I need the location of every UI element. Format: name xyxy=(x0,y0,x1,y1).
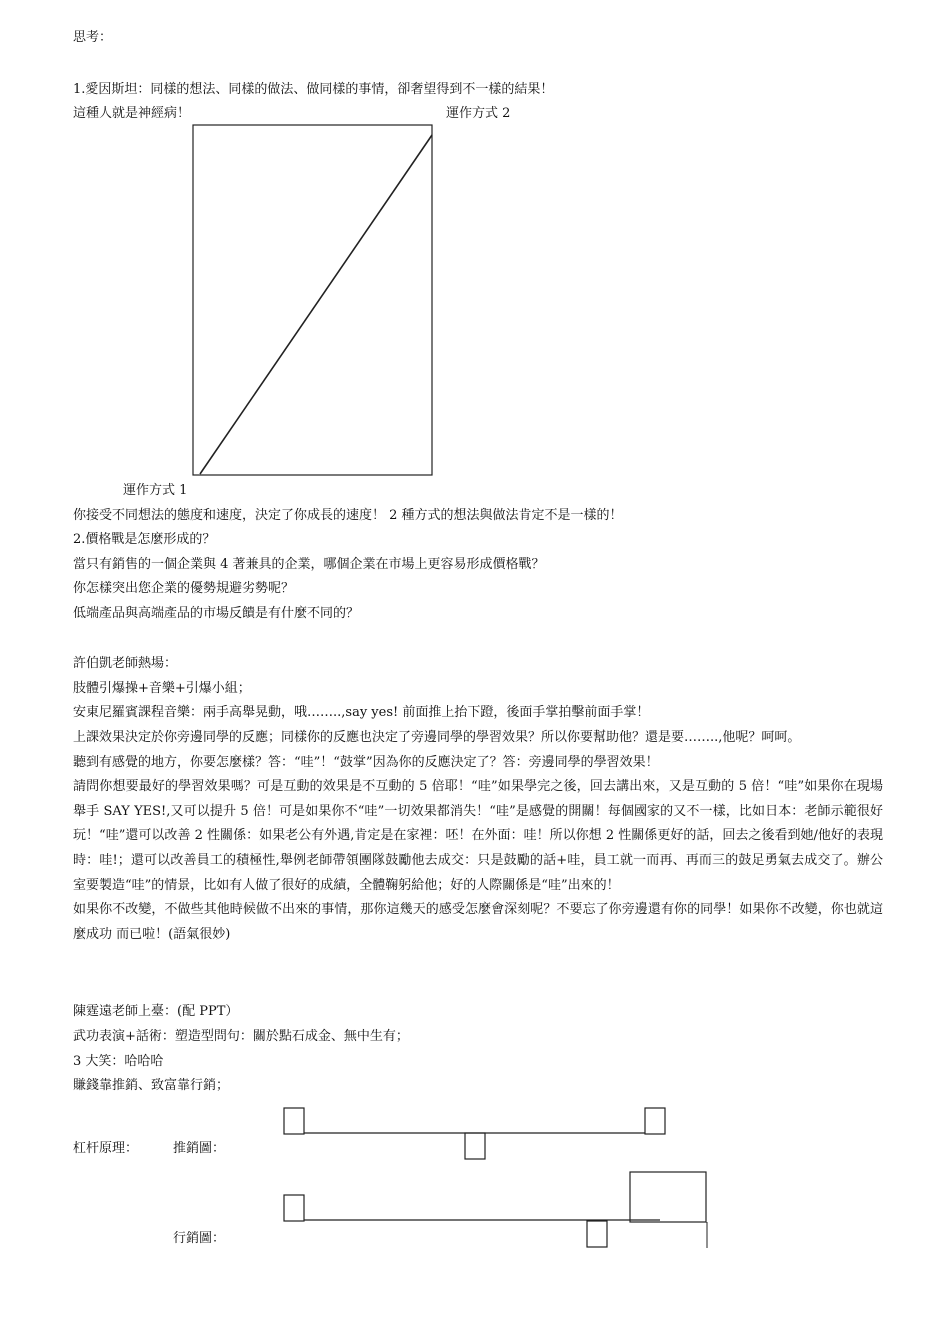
chen-line-3: 賺錢靠推銷、致富靠行銷； xyxy=(73,1078,230,1093)
accept-line: 你接受不同想法的態度和速度，決定了你成長的速度！ 2 種方式的想法與做法肯定不是一樣的！ xyxy=(73,508,623,523)
diagonal-line xyxy=(200,135,432,474)
small-weight xyxy=(284,1195,304,1221)
fulcrum-box xyxy=(587,1221,607,1247)
warmup-line-1: 肢體引爆操+音樂+引爆小組； xyxy=(73,681,251,696)
paragraph-feel: 聽到有感覺的地方，你要怎麼樣？答：“哇”！“鼓掌”因為你的反應決定了？答：旁邊同學的學習效果！ xyxy=(73,754,659,770)
chen-title: 陳霆遠老師上臺：(配 PPT） xyxy=(73,1004,239,1019)
paragraph-effect: 上課效果決定於你旁邊同學的反應；同樣你的反應也決定了旁邊同學的學習效果？所以你要幫助他？還是要……..,他呢？呵呵。 xyxy=(73,730,801,745)
question-2: 2.價格戰是怎麼形成的？ xyxy=(73,532,216,547)
large-weight xyxy=(630,1172,706,1222)
diagram-frame xyxy=(193,125,432,475)
marketing-lever-diagram xyxy=(284,1172,707,1248)
paragraph-wow: 請問你想要最好的學習效果嗎？可是互動的效果是不互動的 5 倍耶！“哇”如果學完之後，回去講出來，又是互動的 5 倍！“哇”如果你在現場舉手 SAY YES!,又可以提升 5 倍！可是如果你不“哇”一切效果都消失！“哇”是感覺的開關！每個國家的又不一樣，比如日本：老師示範很好玩！“哇”還可以改善 2 性關係：如果老公有外遇,肯定是在家裡：呸！在外面：哇！所以你想 2 性關係更好的話，回去之後看到她/他好的表現時：哇!；還可以改善員工的積極性,舉例老師帶領團隊鼓勵他去成交：只是鼓勵的話+哇，員工就一而再、再而三的鼓足勇氣去成交了。辦公室要製造“哇”的情景，比如有人做了很好的成績，全體鞠躬給他；好的人際關係是“哇”出來的！ xyxy=(73,779,883,893)
left-weight xyxy=(284,1108,304,1134)
chen-line-1: 武功表演+話術：塑造型問句：關於點石成金、無中生有； xyxy=(73,1029,409,1044)
paragraph-change: 如果你不改變，不做些其他時候做不出來的事情，那你這幾天的感受怎麼會深刻呢？不要忘了你旁邊還有你的同學！如果你不改變，你也就這麼成功 而已啦！(語氣很妙) xyxy=(73,902,883,942)
lever-principle-label: 杠杆原理： xyxy=(73,1141,139,1156)
quote-einstein: 1.愛因斯坦：同樣的想法、同樣的做法、做同樣的事情，卻奢望得到不一樣的結果！ xyxy=(73,82,554,97)
question-2b: 你怎樣突出您企業的優勢規避劣勢呢？ xyxy=(73,581,295,596)
body-block xyxy=(73,726,883,947)
push-sales-lever-diagram xyxy=(284,1108,665,1159)
chen-line-2: 3 大笑：哈哈哈 xyxy=(73,1054,164,1069)
mode-1-label: 運作方式 1 xyxy=(123,483,188,498)
warmup-title: 許伯凱老師熱場： xyxy=(73,656,178,671)
heading-think: 思考： xyxy=(73,30,113,45)
fulcrum-box xyxy=(465,1133,485,1159)
warmup-line-2: 安東尼羅賓課程音樂：兩手高舉晃動，哦……..,say yes! 前面推上抬下蹬，後面手掌拍擊前面手掌！ xyxy=(73,705,650,720)
push-sales-label: 推銷圖： xyxy=(173,1141,226,1156)
crazy-line: 這種人就是神經病！ xyxy=(73,106,191,121)
mode-comparison-diagram xyxy=(193,125,432,475)
mode-2-label: 運作方式 2 xyxy=(446,106,511,121)
marketing-label: 行銷圖： xyxy=(173,1231,226,1246)
question-2c: 低端產品與高端產品的市場反饋是有什麼不同的？ xyxy=(73,606,360,621)
right-weight xyxy=(645,1108,665,1134)
question-2a: 當只有銷售的一個企業與 4 著兼具的企業，哪個企業在市場上更容易形成價格戰？ xyxy=(73,557,545,572)
